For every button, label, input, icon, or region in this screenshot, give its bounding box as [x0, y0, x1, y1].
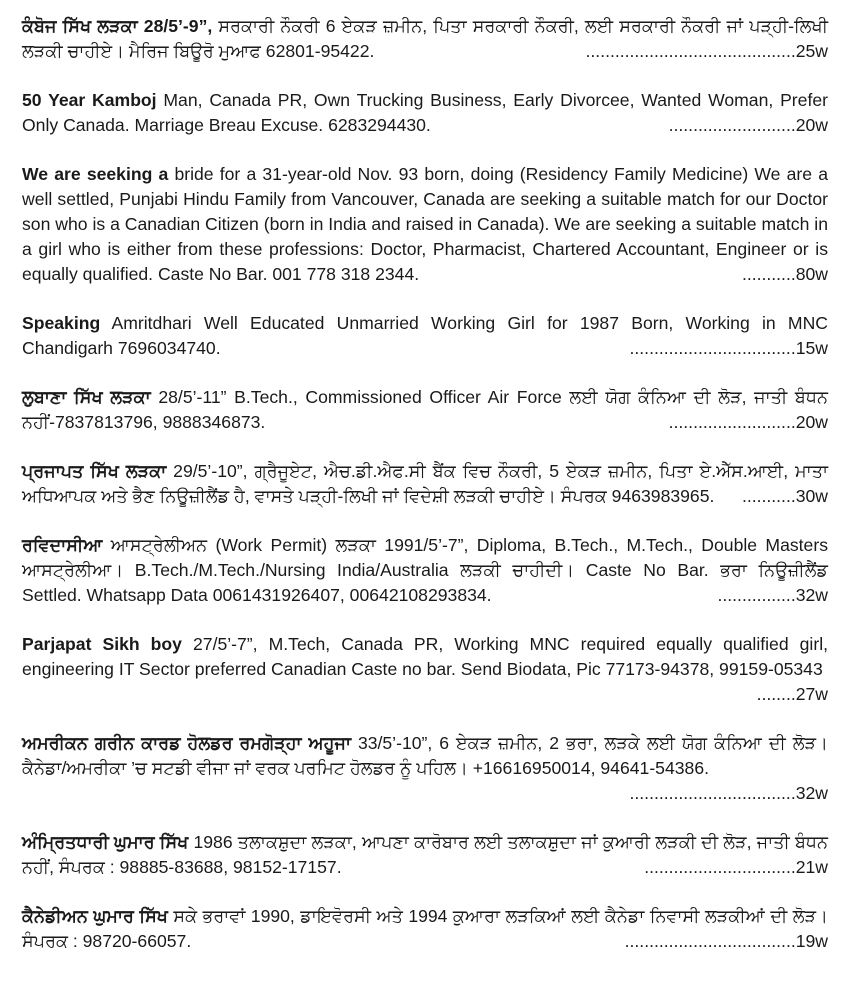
classified-ad [22, 311, 828, 361]
ad-text: Amritdhari Well Educated Unmarried Working Girl for 1987 Born, Working in MNC Chandigarh 7696034740. [22, 313, 828, 358]
classified-ad [22, 459, 828, 509]
ad-text: 1986 ਤਲਾਕਸ਼ੁਦਾ ਲੜਕਾ, ਆਪਣਾ ਕਾਰੋਬਾਰ ਲਈ ਤਲਾਕਸ਼ੁਦਾ ਜਾਂ ਕੁਆਰੀ ਲੜਕੀ ਦੀ ਲੋੜ, ਜਾਤੀ ਬੰਧਨ ਨਹੀਂ, ਸੰਪਰਕ : 98885-83688, 98152-17157. [22, 832, 829, 877]
ad-heading: ਲੁਬਾਣਾ ਸਿੱਖ ਲੜਕਾ [22, 387, 151, 407]
ad-heading: Speaking [22, 313, 101, 333]
ad-text: bride for a 31-year-old Nov. 93 born, doing (Residency Family Medicine) We are a well settled, Punjabi Hindu Family from Vancouver, Canada are seeking a suitable match for our Doctor son who is a Canadian Citizen (born in India and raised in Canada). We are seeking a suitable match in a girl who is either from these professions: Doctor, Pharmacist, Chartered Accountant, Engineer or is equally qualified. Caste No Bar. 001 778 318 2344. [22, 164, 828, 284]
ad-heading: ਅੰਮ੍ਰਿਤਧਾਰੀ ਘੁਮਾਰ ਸਿੱਖ [22, 832, 189, 852]
ad-text: ਸਕੇ ਭਰਾਵਾਂ 1990, ਡਾਇਵੋਰਸੀ ਅਤੇ 1994 ਕੁਆਰਾ ਲੜਕਿਆਂ ਲਈ ਕੈਨੇਡਾ ਨਿਵਾਸੀ ਲੜਕੀਆਂ ਦੀ ਲੋੜ। ਸੰਪਰਕ : 98720-66057. [22, 906, 829, 951]
classified-ad [22, 14, 828, 64]
ad-text: 27/5’-7”, M.Tech, Canada PR, Working MNC required equally qualified girl, engineering IT Sector preferred Canadian Caste no bar. Send Biodata, Pic 77173-94378, 99159-05343 [22, 634, 828, 679]
classified-ad [22, 533, 828, 608]
ad-text: ਆਸਟ੍ਰੇਲੀਅਨ (Work Permit) ਲੜਕਾ 1991/5’-7”, Diploma, B.Tech., M.Tech., Double Masters ਆਸਟ੍ਰੇਲੀਆ। B.Tech./M.Tech./Nursing India/Australia ਲੜਕੀ ਚਾਹੀਦੀ। Caste No Bar. ਭਰਾ ਨਿਊਜ਼ੀਲੈਂਡ Settled. Whatsapp Data 0061431926407, 00642108293834. [22, 535, 828, 605]
ad-text: ਸਰਕਾਰੀ ਨੌਕਰੀ 6 ਏਕੜ ਜ਼ਮੀਨ, ਪਿਤਾ ਸਰਕਾਰੀ ਨੌਕਰੀ, ਲਈ ਸਰਕਾਰੀ ਨੌਕਰੀ ਜਾਂ ਪੜ੍ਹੀ-ਲਿਖੀ ਲੜਕੀ ਚਾਹੀਏ। ਮੈਰਿਜ ਬਿਊਰੋ ਮੁਆਫ 62801-95422. [22, 16, 828, 61]
ad-word-count: ..................................32w [629, 783, 828, 803]
ad-heading: ਰਵਿਦਾਸੀਆ [22, 535, 103, 555]
classified-ad [22, 162, 828, 287]
ad-word-count: ...............................21w [644, 857, 828, 877]
ad-word-count: ........27w [756, 684, 828, 704]
ad-heading: ਪ੍ਰਜਾਪਤ ਸਿੱਖ ਲੜਕਾ [22, 461, 167, 481]
ad-word-count: ..........................20w [668, 412, 828, 432]
ad-heading: ਅਮਰੀਕਨ ਗਰੀਨ ਕਾਰਡ ਹੋਲਡਰ ਰਮਗੋੜ੍ਹਾ ਅਹੂਜਾ [22, 733, 351, 753]
classified-ad [22, 830, 828, 880]
ad-heading: ਕੈਨੇਡੀਅਨ ਘੁਮਾਰ ਸਿੱਖ [22, 906, 168, 926]
ad-text: 29/5’-10”, ਗ੍ਰੈਜੂਏਟ, ਐਚ.ਡੀ.ਐਫ.ਸੀ ਬੈਂਕ ਵਿਚ ਨੌਕਰੀ, 5 ਏਕੜ ਜ਼ਮੀਨ, ਪਿਤਾ ਏ.ਐੱਸ.ਆਈ, ਮਾਤਾ ਅਧਿਆਪਕ ਅਤੇ ਭੈਣ ਨਿਊਜ਼ੀਲੈਂਡ ਹੈ, ਵਾਸਤੇ ਪੜ੍ਹੀ-ਲਿਖੀ ਜਾਂ ਵਿਦੇਸ਼ੀ ਲੜਕੀ ਚਾਹੀਏ। ਸੰਪਰਕ 9463983965. [22, 461, 828, 506]
ad-word-count: ..........................20w [668, 115, 828, 135]
classified-ad [22, 88, 828, 138]
ad-word-count: ..................................15w [629, 338, 828, 358]
ad-text: 33/5’-10”, 6 ਏਕੜ ਜ਼ਮੀਨ, 2 ਭਰਾ, ਲੜਕੇ ਲਈ ਯੋਗ ਕੰਨਿਆ ਦੀ ਲੋੜ। ਕੈਨੇਡਾ/ਅਮਰੀਕਾ ’ਚ ਸਟਡੀ ਵੀਜਾ ਜਾਂ ਵਰਕ ਪਰਮਿਟ ਹੋਲਡਰ ਨੂੰ ਪਹਿਲ। +16616950014, 94641-54386. [22, 733, 828, 778]
ad-word-count: ...........80w [741, 264, 828, 284]
ad-text: 28/5’-11” B.Tech., Commissioned Officer Air Force ਲਈ ਯੋਗ ਕੰਨਿਆ ਦੀ ਲੋੜ, ਜਾਤੀ ਬੰਧਨ ਨਹੀਂ-7837813796, 9888346873. [22, 387, 828, 432]
ad-word-count: ...........30w [741, 486, 828, 506]
classified-ad [22, 385, 828, 435]
classified-ad [22, 632, 828, 707]
ad-word-count: ...................................19w [624, 931, 828, 951]
ad-heading: 50 Year Kamboj [22, 90, 157, 110]
ad-word-count: ................32w [717, 585, 828, 605]
ad-heading: We are seeking a [22, 164, 169, 184]
classified-ad [22, 731, 828, 806]
ad-word-count: ...........................................25w [585, 41, 828, 61]
ad-heading: ਕੰਬੋਜ ਸਿੱਖ ਲੜਕਾ 28/5’-9”, [22, 16, 213, 36]
ad-text: Man, Canada PR, Own Trucking Business, Early Divorcee, Wanted Woman, Prefer Only Canada. Marriage Breau Excuse. 6283294430. [22, 90, 828, 135]
classified-ad [22, 904, 828, 954]
ad-heading: Parjapat Sikh boy [22, 634, 182, 654]
